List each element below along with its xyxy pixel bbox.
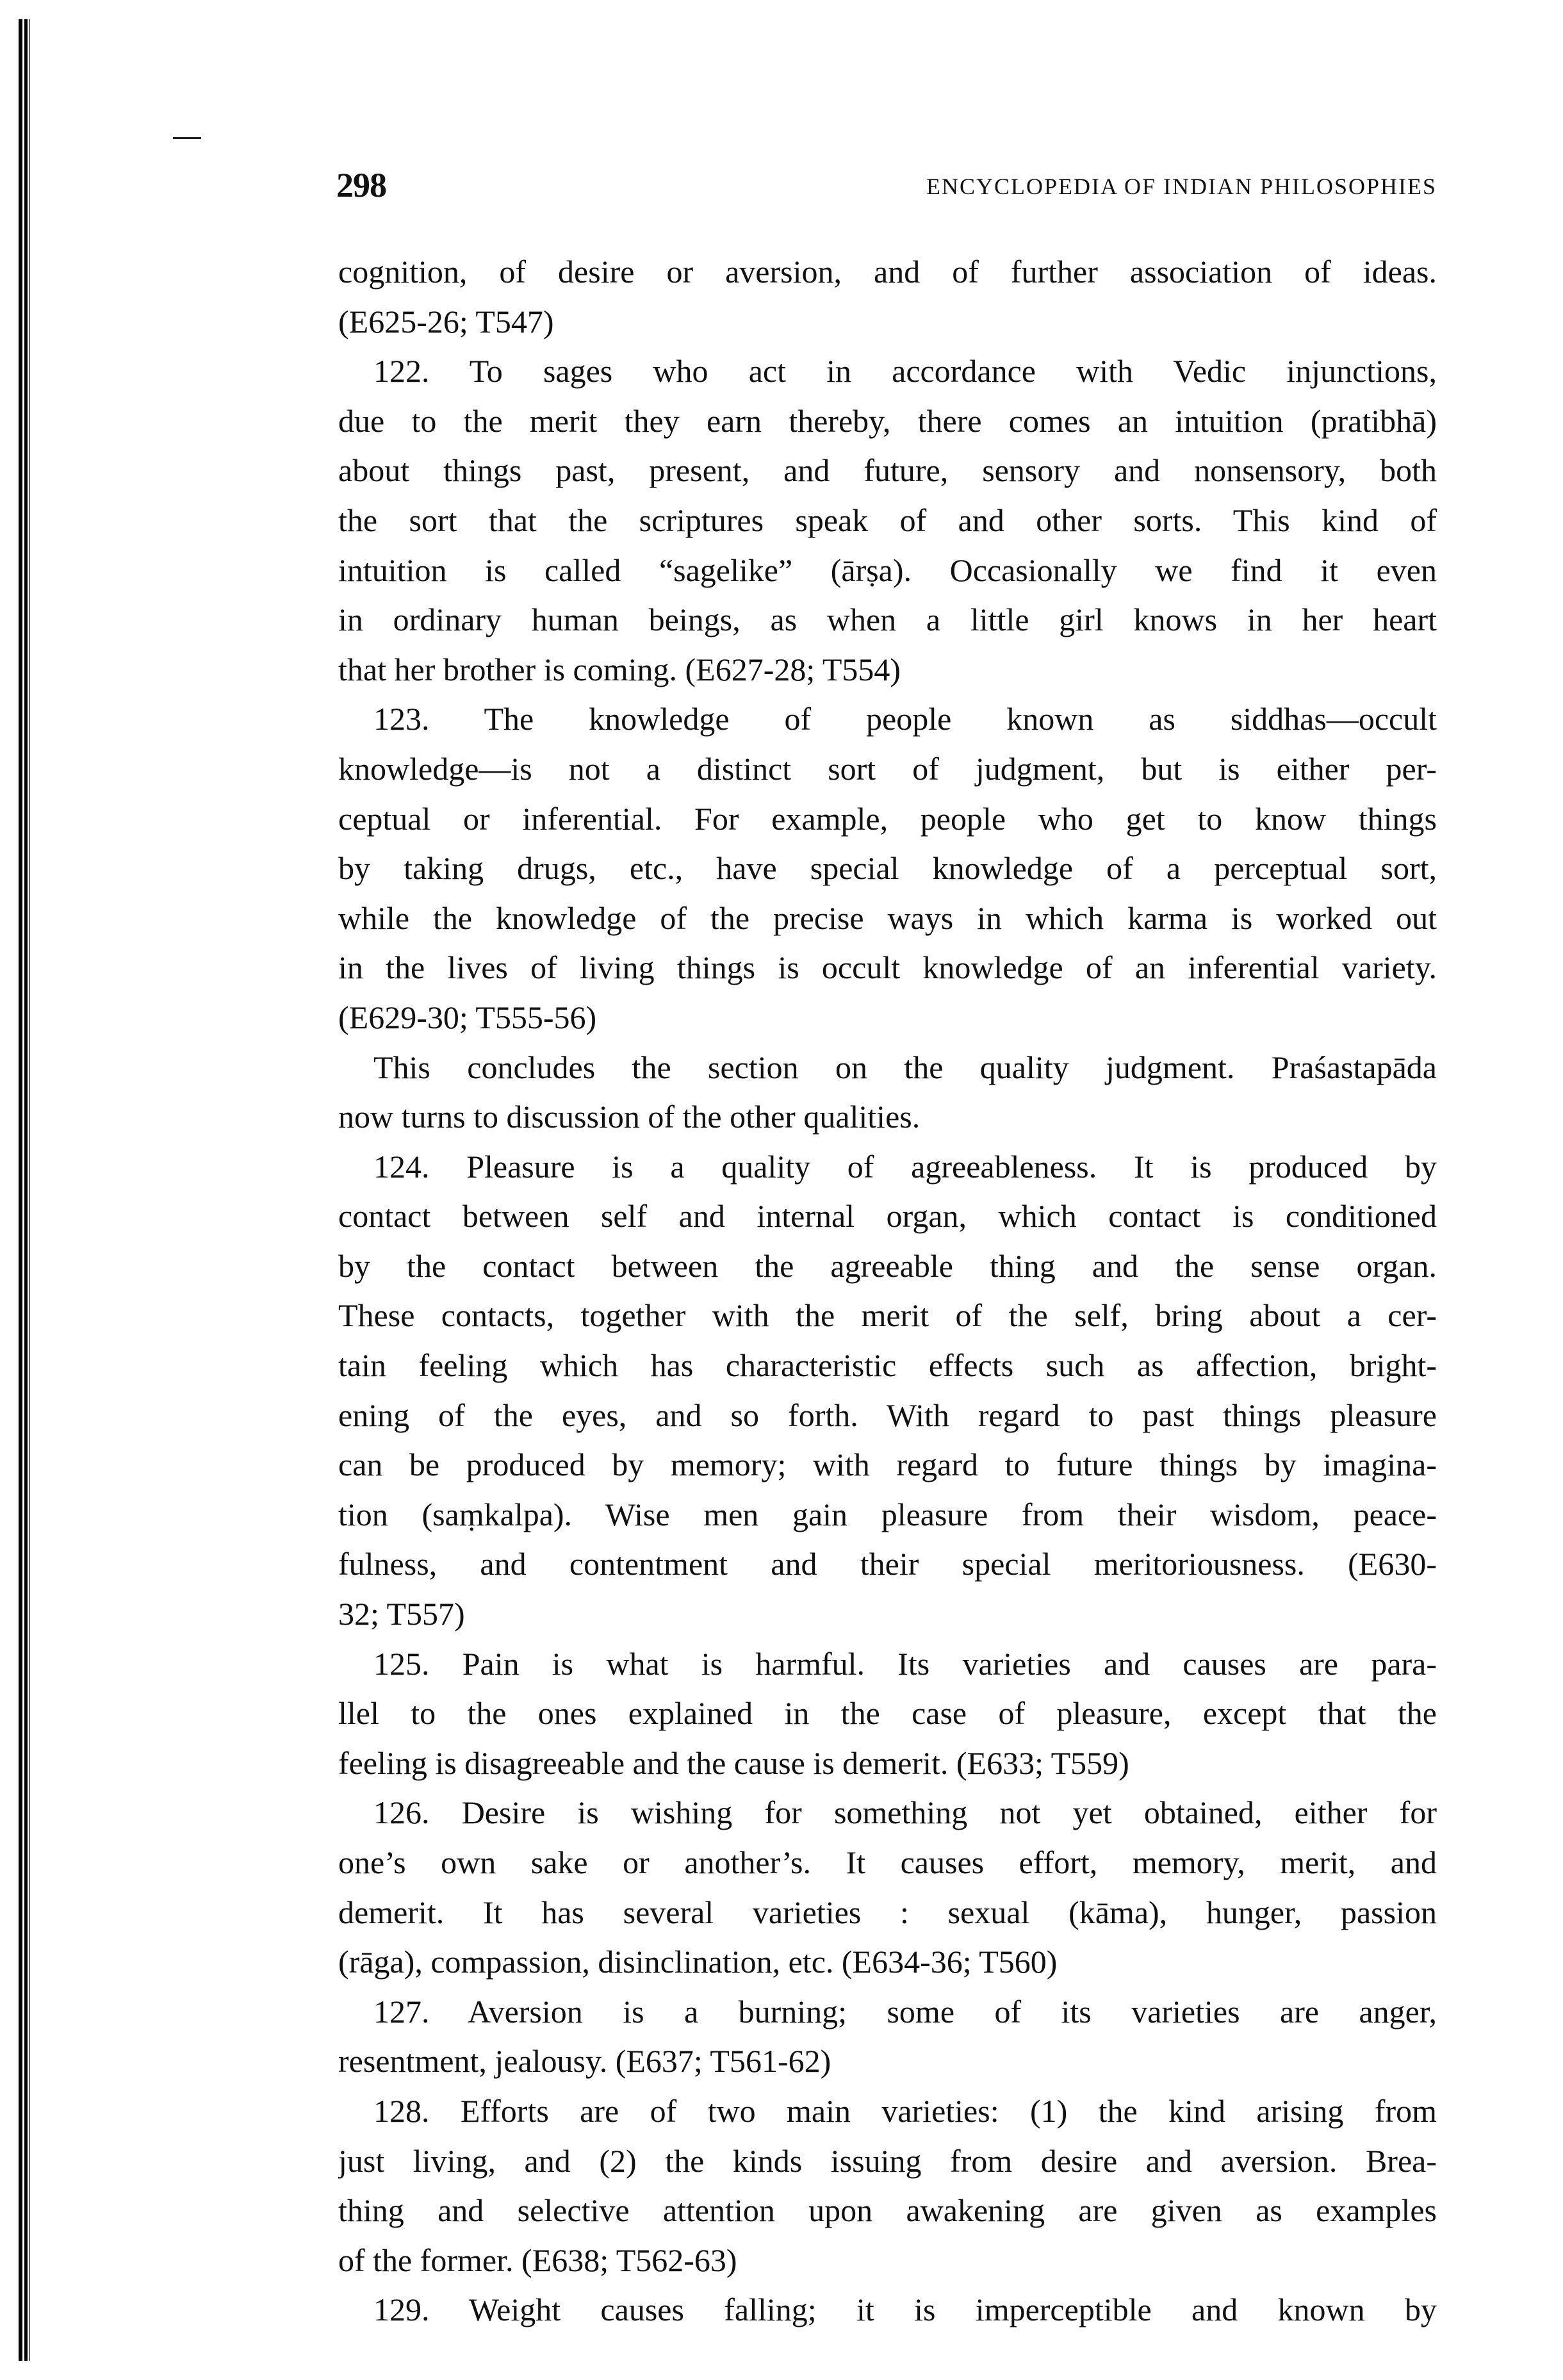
running-head: ENCYCLOPEDIA OF INDIAN PHILOSOPHIES — [926, 174, 1437, 199]
text-line: 129. Weight causes falling; it is imperceptible and known by — [373, 2292, 1437, 2328]
text-line: 128. Efforts are of two main varieties: (1) the kind arising from — [373, 2092, 1437, 2129]
text-line: feeling is disagreeable and the cause is demerit. (E633; T559) — [338, 1744, 1129, 1781]
text-line: can be produced by memory; with regard to future things by imagina- — [338, 1447, 1437, 1483]
text-line: intuition is called “sagelike” (ārṣa). Occasionally we find it even — [338, 552, 1437, 588]
text-line: 32; T557) — [338, 1596, 465, 1632]
text-line: fulness, and contentment and their special meritoriousness. (E630- — [338, 1546, 1437, 1582]
text-line: cognition, of desire or aversion, and of further association of ideas. — [338, 254, 1437, 290]
text-line: demerit. It has several varieties : sexual (kāma), hunger, passion — [338, 1894, 1437, 1930]
binding-edge-line — [19, 19, 22, 2361]
text-line: 125. Pain is what is harmful. Its varieties and causes are para- — [373, 1645, 1437, 1682]
text-line: (rāga), compassion, disinclination, etc. (E634-36; T560) — [338, 1944, 1058, 1980]
text-line: now turns to discussion of the other qualities. — [338, 1099, 921, 1135]
text-line: while the knowledge of the precise ways in which karma is worked out — [338, 899, 1437, 936]
text-line: 123. The knowledge of people known as siddhas—occult — [373, 701, 1437, 737]
text-line: knowledge—is not a distinct sort of judgment, but is either per- — [338, 750, 1437, 787]
text-line: one’s own sake or another’s. It causes effort, memory, merit, and — [338, 1844, 1437, 1880]
body-text — [338, 247, 1437, 2335]
text-line: the sort that the scriptures speak of and other sorts. This kind of — [338, 502, 1437, 538]
text-line: 122. To sages who act in accordance with Vedic injunctions, — [373, 353, 1437, 390]
text-line: llel to the ones explained in the case of pleasure, except that the — [338, 1695, 1437, 1732]
text-line: in ordinary human beings, as when a little girl knows in her heart — [338, 602, 1437, 638]
text-line: that her brother is coming. (E627-28; T554) — [338, 651, 901, 687]
scan-artifact-mark — [173, 137, 201, 139]
text-line: (E625-26; T547) — [338, 303, 554, 340]
page-header — [336, 165, 1437, 210]
text-line: of the former. (E638; T562-63) — [338, 2242, 737, 2278]
text-line: by the contact between the agreeable thing and the sense organ. — [338, 1247, 1437, 1284]
text-line: in the lives of living things is occult knowledge of an inferential variety. — [338, 949, 1437, 986]
text-line: This concludes the section on the quality judgment. Praśastapāda — [373, 1049, 1437, 1085]
text-line: due to the merit they earn thereby, there comes an intuition (pratibhā) — [338, 402, 1437, 439]
text-line: ening of the eyes, and so forth. With regard to past things pleasure — [338, 1397, 1437, 1433]
text-line: 126. Desire is wishing for something not yet obtained, either for — [373, 1794, 1437, 1831]
text-line: These contacts, together with the merit of the self, bring about a cer- — [338, 1297, 1437, 1334]
text-line: about things past, present, and future, sensory and nonsensory, both — [338, 452, 1437, 489]
text-line: by taking drugs, etc., have special knowledge of a perceptual sort, — [338, 850, 1437, 887]
text-line: 127. Aversion is a burning; some of its varieties are anger, — [373, 1993, 1437, 2030]
text-line: tain feeling which has characteristic effects such as affection, bright- — [338, 1347, 1437, 1384]
text-line: contact between self and internal organ, which contact is conditioned — [338, 1198, 1437, 1235]
page-number: 298 — [336, 166, 386, 204]
text-line: tion (saṃkalpa). Wise men gain pleasure from their wisdom, peace- — [338, 1496, 1437, 1532]
text-line: ceptual or inferential. For example, people who get to know things — [338, 800, 1437, 837]
text-line: just living, and (2) the kinds issuing from desire and aversion. Brea- — [338, 2142, 1437, 2179]
text-line: thing and selective attention upon awakening are given as examples — [338, 2192, 1437, 2229]
text-line: 124. Pleasure is a quality of agreeableness. It is produced by — [373, 1148, 1437, 1185]
binding-edge-line — [29, 19, 30, 2361]
text-line: resentment, jealousy. (E637; T561-62) — [338, 2043, 831, 2080]
binding-edge-line — [24, 19, 28, 2361]
text-line: (E629-30; T555-56) — [338, 999, 597, 1035]
